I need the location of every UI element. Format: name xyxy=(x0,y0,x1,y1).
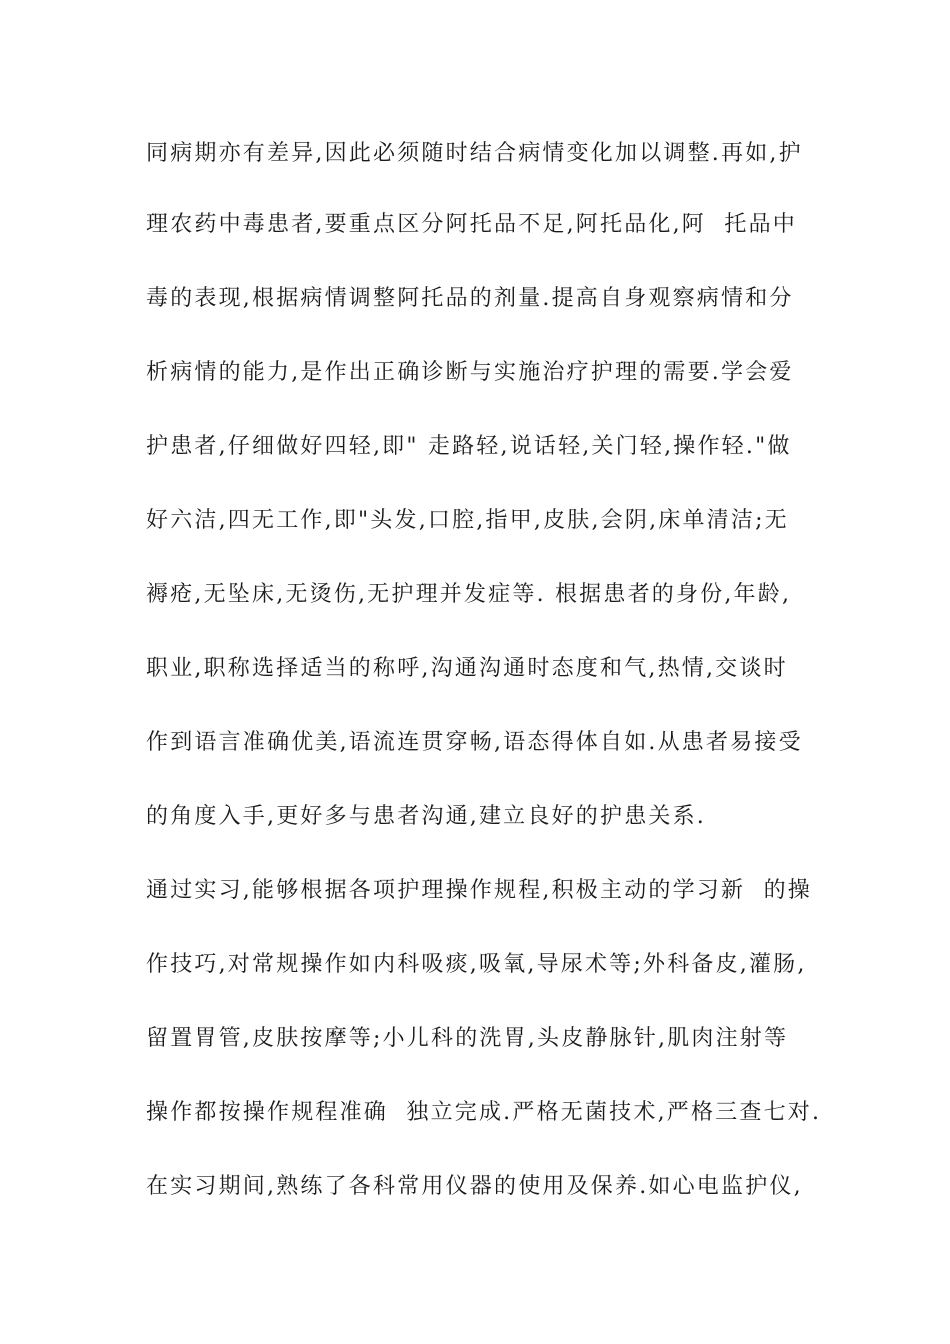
text-line: 作到语言准确优美,语流连贯穿畅,语态得体自如.从患者易接受 xyxy=(146,730,803,755)
text-line: 职业,职称选择适当的称呼,沟通沟通时态度和气,热情,交谈时 xyxy=(146,656,788,681)
text-line: 的角度入手,更好多与患者沟通,建立良好的护患关系. xyxy=(146,804,706,829)
text-line: 理农药中毒患者,要重点区分阿托品不足,阿托品化,阿 托品中 xyxy=(146,212,797,237)
text-line: 护患者,仔细做好四轻,即" 走路轻,说话轻,关门轻,操作轻."做 xyxy=(146,434,792,459)
text-line: 同病期亦有差异,因此必须随时结合病情变化加以调整.再如,护 xyxy=(146,141,803,166)
text-line: 好六洁,四无工作,即"头发,口腔,指甲,皮肤,会阴,床单清洁;无 xyxy=(146,508,789,533)
text-line: 析病情的能力,是作出正确诊断与实施治疗护理的需要.学会爱 xyxy=(146,360,794,385)
text-line: 作技巧,对常规操作如内科吸痰,吸氧,导尿术等;外科备皮,灌肠, xyxy=(146,952,807,977)
text-line: 通过实习,能够根据各项护理操作规程,积极主动的学习新 的操 xyxy=(146,878,812,903)
text-line: 留置胃管,皮肤按摩等;小儿科的洗胃,头皮静脉针,肌肉注射等 xyxy=(146,1026,789,1051)
text-line: 毒的表现,根据病情调整阿托品的剂量.提高自身观察病情和分 xyxy=(146,286,794,311)
text-line: 在实习期间,熟练了各科常用仪器的使用及保养.如心电监护仪, xyxy=(146,1174,803,1199)
text-line: 褥疮,无坠床,无烫伤,无护理并发症等. 根据患者的身份,年龄, xyxy=(146,582,792,607)
text-line: 操作都按操作规程准确 独立完成.严格无菌技术,严格三查七对. xyxy=(146,1100,822,1125)
